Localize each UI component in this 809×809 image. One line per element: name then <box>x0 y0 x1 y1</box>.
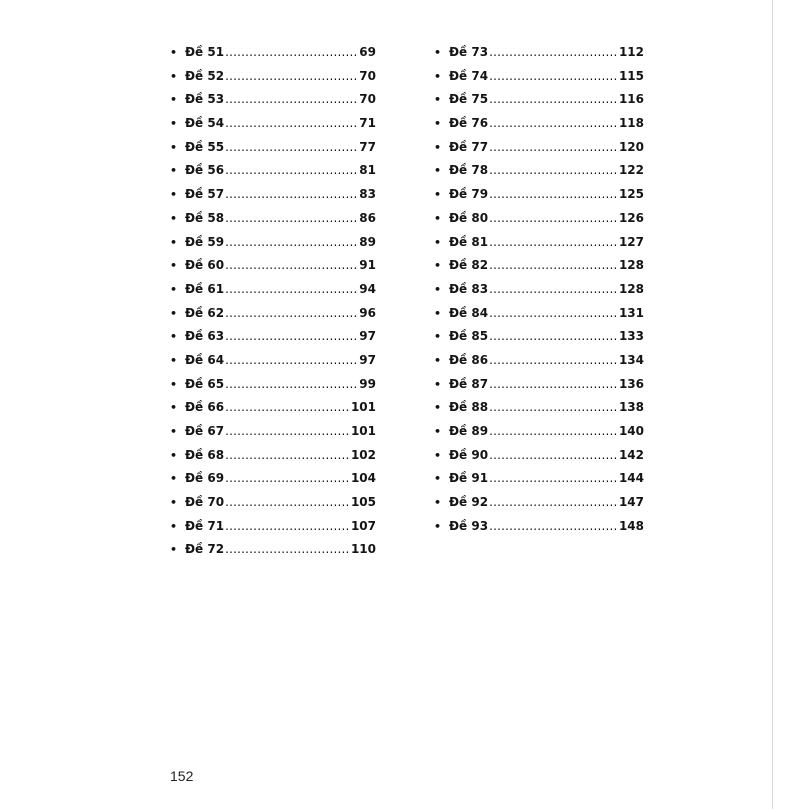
dot-leader <box>225 353 358 367</box>
dot-leader <box>225 163 358 177</box>
dot-leader <box>225 306 358 320</box>
toc-entry-label: Đề 83 <box>449 281 489 296</box>
toc-entry-page: 136 <box>618 376 644 391</box>
dot-leader <box>225 140 358 154</box>
toc-entry <box>170 69 376 93</box>
toc-entry-page: 118 <box>618 116 644 131</box>
toc-entry-label: Đề 53 <box>185 92 225 107</box>
bullet-icon: • <box>170 282 178 296</box>
toc-entry <box>170 542 376 566</box>
dot-leader <box>489 400 618 414</box>
bullet-icon: • <box>434 117 442 131</box>
toc-entry-label: Đề 73 <box>449 45 489 59</box>
toc-entry <box>434 235 644 259</box>
toc-entry <box>434 400 644 424</box>
toc-entry-label: Đề 71 <box>185 518 225 533</box>
bullet-icon: • <box>434 353 442 367</box>
toc-entry-label: Đề 76 <box>449 116 489 131</box>
toc-entry-page: 94 <box>359 281 376 296</box>
bullet-icon: • <box>434 282 442 296</box>
toc-entry <box>434 353 644 377</box>
bullet-icon: • <box>170 306 178 320</box>
toc-entry-page: 97 <box>359 352 376 367</box>
toc-entry-page: 142 <box>618 447 644 462</box>
dot-leader <box>489 329 618 343</box>
toc-entry <box>170 92 376 116</box>
toc-entry <box>434 163 644 187</box>
bullet-icon: • <box>434 69 442 83</box>
toc-entry-label: Đề 64 <box>185 352 225 367</box>
dot-leader <box>225 495 350 509</box>
bullet-icon: • <box>434 519 442 533</box>
toc-entry <box>170 377 376 401</box>
toc-entry <box>434 92 644 116</box>
dot-leader <box>225 187 358 201</box>
toc-entry-page: 101 <box>350 400 376 415</box>
bullet-icon: • <box>170 425 178 438</box>
dot-leader <box>225 258 358 272</box>
toc-entry-page: 126 <box>618 210 644 225</box>
toc-entry-page: 110 <box>350 542 376 557</box>
toc-entry <box>434 495 644 519</box>
toc-entry <box>434 211 644 235</box>
toc-entry <box>434 471 644 495</box>
toc-entry <box>434 306 644 330</box>
toc-entry <box>170 329 376 353</box>
dot-leader <box>225 448 350 462</box>
toc-entry-page: 101 <box>350 424 376 438</box>
toc-entry <box>170 471 376 495</box>
bullet-icon: • <box>170 543 178 557</box>
dot-leader <box>225 116 358 130</box>
toc-entry-label: Đề 63 <box>185 329 225 344</box>
bullet-icon: • <box>170 330 178 344</box>
toc-entry-page: 83 <box>359 187 376 202</box>
toc-entry-page: 148 <box>618 518 644 533</box>
toc-entry <box>434 187 644 211</box>
toc-entry-page: 102 <box>350 447 376 462</box>
dot-leader <box>489 353 618 367</box>
toc-entry-label: Đề 61 <box>185 281 225 296</box>
toc-entry-page: 96 <box>359 305 376 320</box>
toc-entry-label: Đề 59 <box>185 234 225 249</box>
dot-leader <box>489 519 618 533</box>
toc-entry-label: Đề 81 <box>449 234 489 249</box>
bullet-icon: • <box>434 448 442 462</box>
bullet-icon: • <box>170 188 178 202</box>
toc-entry-label: Đề 93 <box>449 518 489 533</box>
toc-entry-page: 112 <box>618 45 644 59</box>
toc-entry-label: Đề 57 <box>185 187 225 202</box>
toc-entry-page: 120 <box>618 139 644 154</box>
toc-entry <box>434 45 644 69</box>
bullet-icon: • <box>170 259 178 273</box>
toc-entry-label: Đề 90 <box>449 447 489 462</box>
toc-column-right <box>434 45 644 542</box>
toc-entry-page: 99 <box>359 376 376 391</box>
bullet-icon: • <box>170 117 178 131</box>
bullet-icon: • <box>434 235 442 249</box>
dot-leader <box>225 424 350 438</box>
toc-entry-page: 138 <box>618 400 644 415</box>
toc-entry <box>170 448 376 472</box>
dot-leader <box>225 471 350 485</box>
toc-entry <box>434 258 644 282</box>
toc-entry-label: Đề 66 <box>185 400 225 415</box>
toc-entry-page: 116 <box>618 92 644 107</box>
toc-entry <box>170 519 376 543</box>
dot-leader <box>225 92 358 106</box>
bullet-icon: • <box>434 211 442 225</box>
dot-leader <box>489 424 618 438</box>
dot-leader <box>489 282 618 296</box>
toc-entry-page: 69 <box>359 45 376 59</box>
toc-entry-label: Đề 60 <box>185 258 225 273</box>
bullet-icon: • <box>170 235 178 249</box>
toc-entry-label: Đề 65 <box>185 376 225 391</box>
dot-leader <box>489 235 618 249</box>
dot-leader <box>489 140 618 154</box>
bullet-icon: • <box>434 46 442 59</box>
toc-entry <box>170 163 376 187</box>
toc-entry <box>170 306 376 330</box>
bullet-icon: • <box>170 448 178 462</box>
bullet-icon: • <box>170 377 178 391</box>
toc-entry-label: Đề 58 <box>185 210 225 225</box>
toc-entry-label: Đề 52 <box>185 68 225 83</box>
dot-leader <box>489 187 618 201</box>
toc-entry-label: Đề 56 <box>185 163 225 178</box>
dot-leader <box>225 282 358 296</box>
bullet-icon: • <box>434 401 442 415</box>
toc-entry-page: 127 <box>618 234 644 249</box>
page-number: 152 <box>170 768 194 784</box>
toc-entry-page: 134 <box>618 352 644 367</box>
dot-leader <box>489 116 618 130</box>
toc-entry-page: 77 <box>359 139 376 154</box>
dot-leader <box>489 306 618 320</box>
toc-entry-page: 70 <box>359 68 376 83</box>
toc-entry <box>170 400 376 424</box>
toc-entry-label: Đề 62 <box>185 305 225 320</box>
dot-leader <box>489 471 618 485</box>
toc-entry-label: Đề 84 <box>449 305 489 320</box>
toc-entry-label: Đề 67 <box>185 424 225 438</box>
toc-entry-label: Đề 55 <box>185 139 225 154</box>
bullet-icon: • <box>434 306 442 320</box>
toc-entry-page: 128 <box>618 281 644 296</box>
dot-leader <box>489 448 618 462</box>
toc-entry <box>434 116 644 140</box>
toc-entry <box>170 140 376 164</box>
bullet-icon: • <box>434 140 442 154</box>
toc-entry-page: 70 <box>359 92 376 107</box>
bullet-icon: • <box>170 164 178 178</box>
toc-entry-label: Đề 75 <box>449 92 489 107</box>
toc-entry <box>170 424 376 448</box>
toc-entry-label: Đề 87 <box>449 376 489 391</box>
toc-entry-label: Đề 68 <box>185 447 225 462</box>
toc-entry <box>170 495 376 519</box>
toc-entry-label: Đề 70 <box>185 495 225 510</box>
toc-entry <box>170 187 376 211</box>
toc-entry-label: Đề 69 <box>185 471 225 486</box>
bullet-icon: • <box>170 211 178 225</box>
toc-entry <box>434 140 644 164</box>
toc-entry-label: Đề 74 <box>449 68 489 83</box>
toc-entry-label: Đề 80 <box>449 210 489 225</box>
bullet-icon: • <box>170 353 178 367</box>
toc-entry-page: 115 <box>618 68 644 83</box>
toc-entry-page: 140 <box>618 424 644 438</box>
bullet-icon: • <box>434 472 442 486</box>
bullet-icon: • <box>434 188 442 202</box>
bullet-icon: • <box>170 519 178 533</box>
toc-entry-page: 128 <box>618 258 644 273</box>
toc-entry-label: Đề 85 <box>449 329 489 344</box>
toc-entry-label: Đề 92 <box>449 495 489 510</box>
bullet-icon: • <box>170 472 178 486</box>
toc-entry <box>434 69 644 93</box>
dot-leader <box>489 377 618 391</box>
toc-entry-label: Đề 82 <box>449 258 489 273</box>
toc-entry-label: Đề 54 <box>185 116 225 131</box>
dot-leader <box>225 211 358 225</box>
bullet-icon: • <box>170 93 178 107</box>
toc-entry <box>434 519 644 543</box>
bullet-icon: • <box>434 259 442 273</box>
toc-entry-label: Đề 72 <box>185 542 225 557</box>
bullet-icon: • <box>170 496 178 510</box>
bullet-icon: • <box>170 140 178 154</box>
dot-leader <box>225 69 358 83</box>
dot-leader <box>489 495 618 509</box>
toc-entry-page: 105 <box>350 495 376 510</box>
toc-entry <box>170 45 376 69</box>
toc-entry <box>170 235 376 259</box>
dot-leader <box>489 258 618 272</box>
bullet-icon: • <box>170 401 178 415</box>
toc-entry-page: 144 <box>618 471 644 486</box>
bullet-icon: • <box>434 496 442 510</box>
toc-entry-page: 107 <box>350 518 376 533</box>
bullet-icon: • <box>434 377 442 391</box>
toc-column-left <box>170 45 376 566</box>
toc-entry-page: 71 <box>359 116 376 131</box>
toc-entry-label: Đề 79 <box>449 187 489 202</box>
toc-entry-label: Đề 86 <box>449 352 489 367</box>
toc-entry-page: 131 <box>618 305 644 320</box>
toc-entry <box>434 329 644 353</box>
toc-entry <box>434 424 644 448</box>
toc-entry <box>434 448 644 472</box>
toc-entry-page: 86 <box>359 210 376 225</box>
bullet-icon: • <box>434 93 442 107</box>
dot-leader <box>489 69 618 83</box>
dot-leader <box>489 211 618 225</box>
bullet-icon: • <box>170 69 178 83</box>
toc-entry-page: 81 <box>359 163 376 178</box>
dot-leader <box>225 542 350 556</box>
toc-entry <box>170 258 376 282</box>
toc-entry-page: 104 <box>350 471 376 486</box>
bullet-icon: • <box>170 46 178 59</box>
dot-leader <box>225 377 358 391</box>
toc-entry-label: Đề 78 <box>449 163 489 178</box>
toc-entry-label: Đề 88 <box>449 400 489 415</box>
toc-entry <box>434 377 644 401</box>
toc-entry-label: Đề 77 <box>449 139 489 154</box>
toc-entry <box>170 211 376 235</box>
toc-entry <box>170 282 376 306</box>
bullet-icon: • <box>434 164 442 178</box>
toc-entry-label: Đề 91 <box>449 471 489 486</box>
toc-entry-label: Đề 89 <box>449 424 489 438</box>
dot-leader <box>225 329 358 343</box>
dot-leader <box>225 400 350 414</box>
toc-entry-page: 91 <box>359 258 376 273</box>
toc-entry-page: 147 <box>618 495 644 510</box>
dot-leader <box>225 519 350 533</box>
toc-entry <box>170 116 376 140</box>
dot-leader <box>489 92 618 106</box>
toc-entry-page: 89 <box>359 234 376 249</box>
page-edge-divider <box>772 0 773 809</box>
dot-leader <box>225 45 358 59</box>
dot-leader <box>489 45 618 59</box>
toc-entry-label: Đề 51 <box>185 45 225 59</box>
bullet-icon: • <box>434 425 442 438</box>
toc-entry-page: 125 <box>618 187 644 202</box>
toc-entry-page: 133 <box>618 329 644 344</box>
bullet-icon: • <box>434 330 442 344</box>
toc-entry <box>170 353 376 377</box>
toc-entry-page: 97 <box>359 329 376 344</box>
toc-entry-page: 122 <box>618 163 644 178</box>
toc-entry <box>434 282 644 306</box>
dot-leader <box>225 235 358 249</box>
dot-leader <box>489 163 618 177</box>
